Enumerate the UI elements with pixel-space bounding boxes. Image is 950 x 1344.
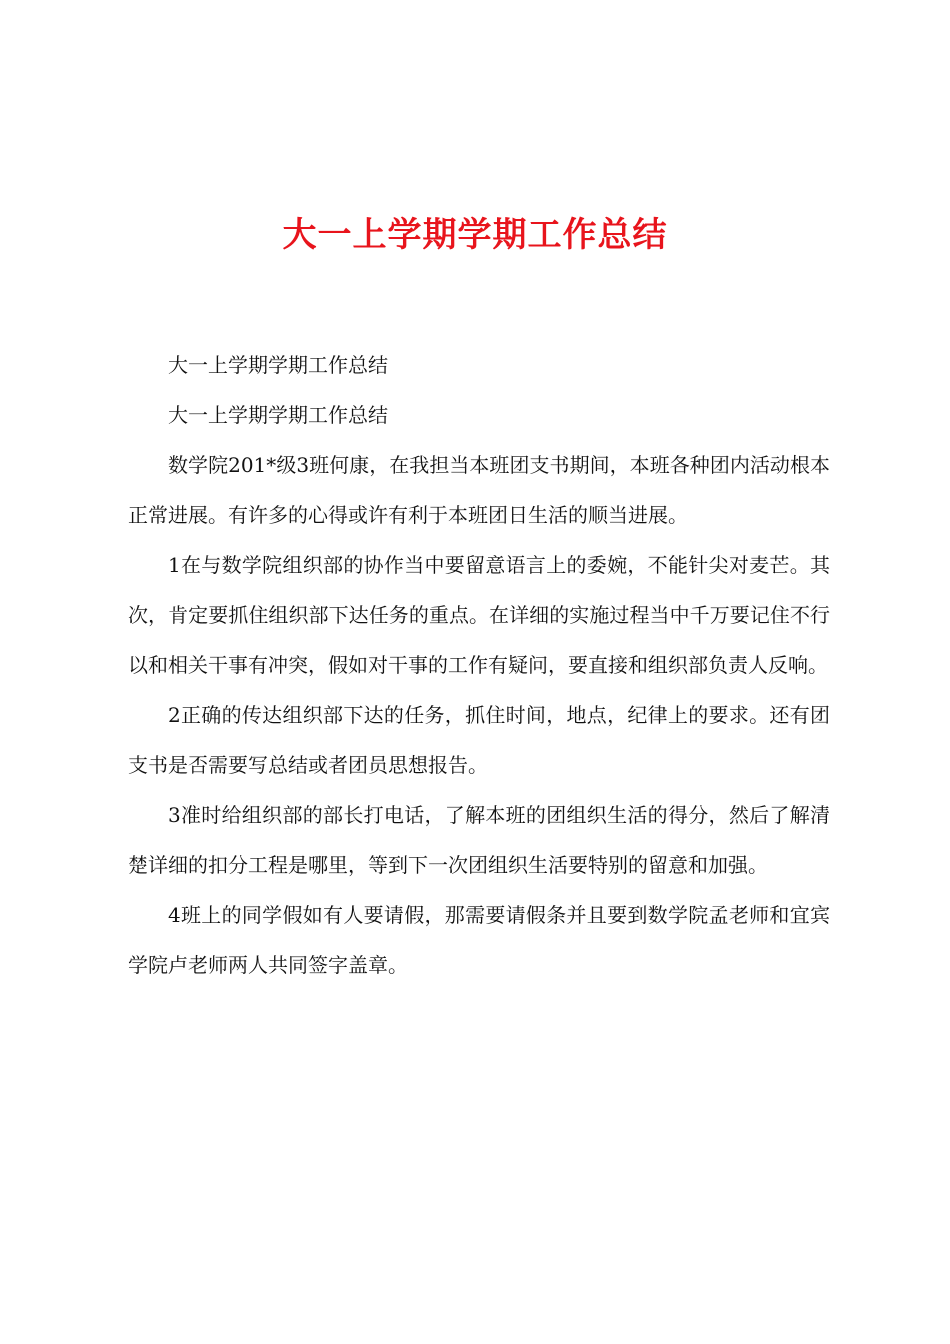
document-title: 大一上学期学期工作总结 <box>282 215 668 255</box>
document-body <box>128 340 830 990</box>
paragraph-item-3: 3准时给组织部的部长打电话，了解本班的团组织生活的得分，然后了解清楚详细的扣分工程是哪里，等到下一次团组织生活要特别的留意和加强。 <box>128 803 830 877</box>
paragraph-item-1: 1在与数学院组织部的协作当中要留意语言上的委婉，不能针尖对麦芒。其次，肯定要抓住组织部下达任务的重点。在详细的实施过程当中千万要记住不行以和相关干事有冲突，假如对干事的工作有疑问，要直接和组织部负责人反响。 <box>128 553 830 677</box>
paragraph-subtitle-1: 大一上学期学期工作总结 <box>168 353 388 377</box>
paragraph-subtitle-2: 大一上学期学期工作总结 <box>168 403 388 427</box>
paragraph-item-2: 2正确的传达组织部下达的任务，抓住时间，地点，纪律上的要求。还有团支书是否需要写总结或者团员思想报告。 <box>128 703 830 777</box>
paragraph-item-4: 4班上的同学假如有人要请假，那需要请假条并且要到数学院孟老师和宜宾学院卢老师两人共同签字盖章。 <box>128 903 830 977</box>
paragraph-intro: 数学院201*级3班何康，在我担当本班团支书期间，本班各种团内活动根本正常进展。有许多的心得或许有利于本班团日生活的顺当进展。 <box>128 453 830 527</box>
